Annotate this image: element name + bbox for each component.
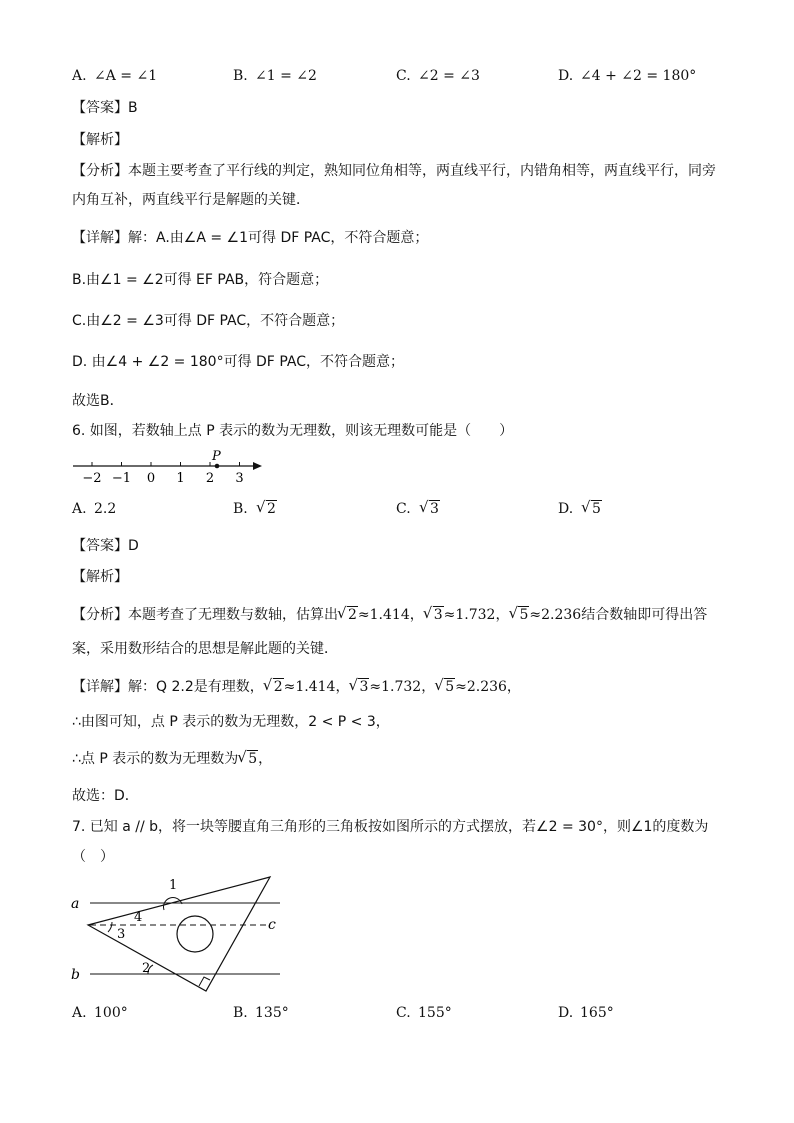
- number-line-tick-label: −1: [111, 471, 132, 486]
- q5-answer: 【答案】B: [72, 100, 138, 116]
- ruler-hole-circle: [177, 916, 213, 952]
- q7-option-a-letter: A.: [72, 1005, 87, 1021]
- q6-option-c: √ 3: [420, 500, 440, 518]
- q7-figure: [68, 870, 288, 996]
- number-line-tick-label: 3: [235, 471, 244, 486]
- q5-option-b-letter: B.: [233, 68, 248, 84]
- angle-4-label: 4: [134, 910, 143, 925]
- q6-option-a: 2.2: [94, 501, 117, 517]
- number-line-tick-label: −2: [82, 471, 102, 486]
- q6-number-line: [70, 448, 270, 486]
- angle-2-label: 2: [142, 961, 151, 976]
- label-c: c: [268, 917, 276, 933]
- right-angle-mark: [199, 977, 210, 986]
- angle-1-label: 1: [169, 878, 178, 893]
- q6-detail-line-1: 【详解】解：Q 2.2是有理数，√ 2≈1.414，√ 3≈1.732，√ 5≈2.236，: [72, 678, 521, 696]
- q5-detail-line-1: 【详解】解：A.由∠A = ∠1可得 DF PAC，不符合题意；: [72, 230, 429, 246]
- q5-option-a: ∠A = ∠1: [94, 68, 158, 84]
- q6-detail-line-2: ∴由图可知，点 P 表示的数为无理数，2 < P < 3，: [72, 714, 390, 730]
- q7-option-d-letter: D.: [558, 1005, 574, 1021]
- q5-option-a-letter: A.: [72, 68, 87, 84]
- q6-analysis-line-2: 案，采用数形结合的思想是解此题的关键．: [72, 641, 338, 657]
- q7-option-c-letter: C.: [396, 1005, 411, 1021]
- point-p-dot: [215, 464, 220, 469]
- arrow-right-icon: [253, 462, 262, 470]
- q6-option-b-letter: B.: [233, 501, 248, 517]
- q5-detail-line-3: C.由∠2 = ∠3可得 DF PAC，不符合题意；: [72, 313, 345, 329]
- q6-choice: 故选：D．: [72, 788, 139, 804]
- angle-3-label: 3: [117, 927, 126, 942]
- number-line-tick-label: 0: [146, 471, 156, 486]
- q5-option-d: ∠4 + ∠2 = 180°: [580, 68, 697, 84]
- q5-option-c-letter: C.: [396, 68, 411, 84]
- q6-stem: 6. 如图，若数轴上点 P 表示的数为无理数，则该无理数可能是（ ）: [72, 423, 514, 439]
- q6-option-d: √ 5: [582, 500, 602, 518]
- q6-analysis-line-1: 【分析】本题考查了无理数与数轴，估算出√ 2≈1.414，√ 3≈1.732，√ 5≈2.236结合数轴即可得出答: [72, 606, 707, 624]
- q6-option-d-letter: D.: [558, 501, 574, 517]
- q5-choice: 故选B．: [72, 393, 124, 409]
- q7-option-d: 165°: [580, 1005, 614, 1021]
- number-line-tick-label: 1: [176, 471, 185, 486]
- q7-option-c: 155°: [418, 1005, 452, 1021]
- q5-option-c: ∠2 = ∠3: [418, 68, 480, 84]
- q7-option-b-letter: B.: [233, 1005, 248, 1021]
- q7-stem-line-2: （ ）: [72, 849, 114, 865]
- q6-option-a-letter: A.: [72, 501, 87, 517]
- q5-option-b: ∠1 = ∠2: [255, 68, 317, 84]
- number-line-tick-label: 2: [205, 471, 215, 486]
- q5-analysis-line-2: 内角互补，两直线平行是解题的关键．: [72, 192, 310, 208]
- point-p-label: P: [212, 449, 221, 464]
- angle-3-arc: [108, 922, 112, 932]
- label-b: b: [71, 967, 80, 983]
- q6-option-b: √ 2: [257, 500, 277, 518]
- q5-detail-line-2: B.由∠1 = ∠2可得 EF PAB，符合题意；: [72, 272, 329, 288]
- q7-option-b: 135°: [255, 1005, 289, 1021]
- q5-analysis-line-1: 【分析】本题主要考查了平行线的判定，熟知同位角相等，两直线平行，内错角相等，两直线平行，同旁: [72, 163, 716, 179]
- q7-stem-line-1: 7. 已知 a // b，将一块等腰直角三角形的三角板按如图所示的方式摆放，若∠2 = 30°，则∠1的度数为: [72, 819, 709, 835]
- q5-detail-line-4: D. 由∠4 + ∠2 = 180°可得 DF PAC，不符合题意；: [72, 354, 404, 370]
- q6-option-c-letter: C.: [396, 501, 411, 517]
- q6-detail-line-3: ∴点 P 表示的数为无理数为√ 5，: [72, 750, 272, 768]
- q7-option-a: 100°: [94, 1005, 128, 1021]
- q5-analysis-heading: 【解析】: [72, 132, 128, 148]
- label-a: a: [71, 896, 80, 912]
- q6-answer: 【答案】D: [72, 538, 139, 554]
- q6-analysis-heading: 【解析】: [72, 569, 128, 585]
- q5-option-d-letter: D.: [558, 68, 574, 84]
